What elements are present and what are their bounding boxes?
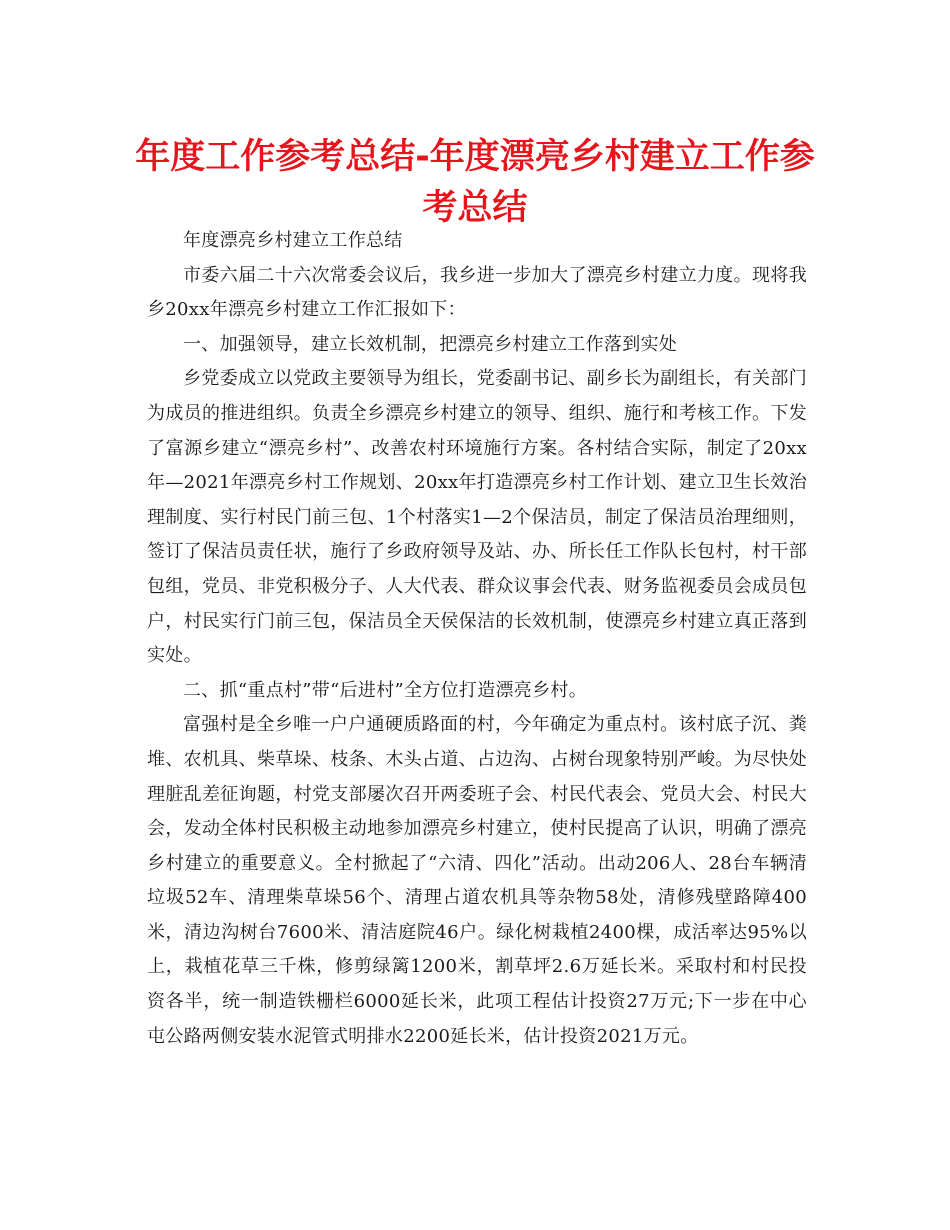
paragraph-intro: 市委六届二十六次常委会议后，我乡进一步加大了漂亮乡村建立力度。现将我乡20xx年漂亮乡村建立工作汇报如下： <box>147 264 807 321</box>
section-heading-2: 二、抓“重点村”带“后进村”全方位打造漂亮乡村。 <box>183 679 588 701</box>
paragraph-section-2: 富强村是全乡唯一户户通硬质路面的村，今年确定为重点村。该村底子沉、粪堆、农机具、柴草垛、枝条、木头占道、占边沟、占树台现象特别严峻。为尽快处理脏乱差征询题，村党支部屡次召开两委班子会、村民代表会、党员大会、村民大会，发动全体村民积极主动地参加漂亮乡村建立，使村民提高了认识，明确了漂亮乡村建立的重要意义。全村掀起了“六清、四化”活动。出动206人、28台车辆清垃圾52车、清理柴草垛56个、清理占道农机具等杂物58处，清修残壁路障400米，清边沟树台7600米、清洁庭院46户。绿化树栽植2400棵，成活率达95%以上，栽植花草三千株，修剪绿篱1200米，割草坪2.6万延长米。采取村和村民投资各半，统一制造铁栅栏6000延长米，此项工程估计投资27万元;下一步在中心屯公路两侧安装水泥管式明排水2200延长米，估计投资2021万元。 <box>147 714 807 1047</box>
paragraph-subtitle: 年度漂亮乡村建立工作总结 <box>183 230 403 251</box>
document-body <box>147 224 807 1054</box>
paragraph-section-1: 乡党委成立以党政主要领导为组长，党委副书记、副乡长为副组长，有关部门为成员的推进组织。负责全乡漂亮乡村建立的领导、组织、施行和考核工作。下发了富源乡建立“漂亮乡村”、改善农村环境施行方案。各村结合实际，制定了20xx年—2021年漂亮乡村工作规划、20xx年打造漂亮乡村工作计划、建立卫生长效治理制度、实行村民门前三包、1个村落实1—2个保洁员，制定了保洁员治理细则，签订了保洁员责任状，施行了乡政府领导及站、办、所长任工作队长包村，村干部包组，党员、非党积极分子、人大代表、群众议事会代表、财务监视委员会成员包户，村民实行门前三包，保洁员全天侯保洁的长效机制，使漂亮乡村建立真正落到实处。 <box>147 368 807 667</box>
section-heading-1: 一、加强领导，建立长效机制，把漂亮乡村建立工作落到实处 <box>183 333 678 355</box>
document-title: 年度工作参考总结-年度漂亮乡村建立工作参考总结 <box>135 137 815 228</box>
